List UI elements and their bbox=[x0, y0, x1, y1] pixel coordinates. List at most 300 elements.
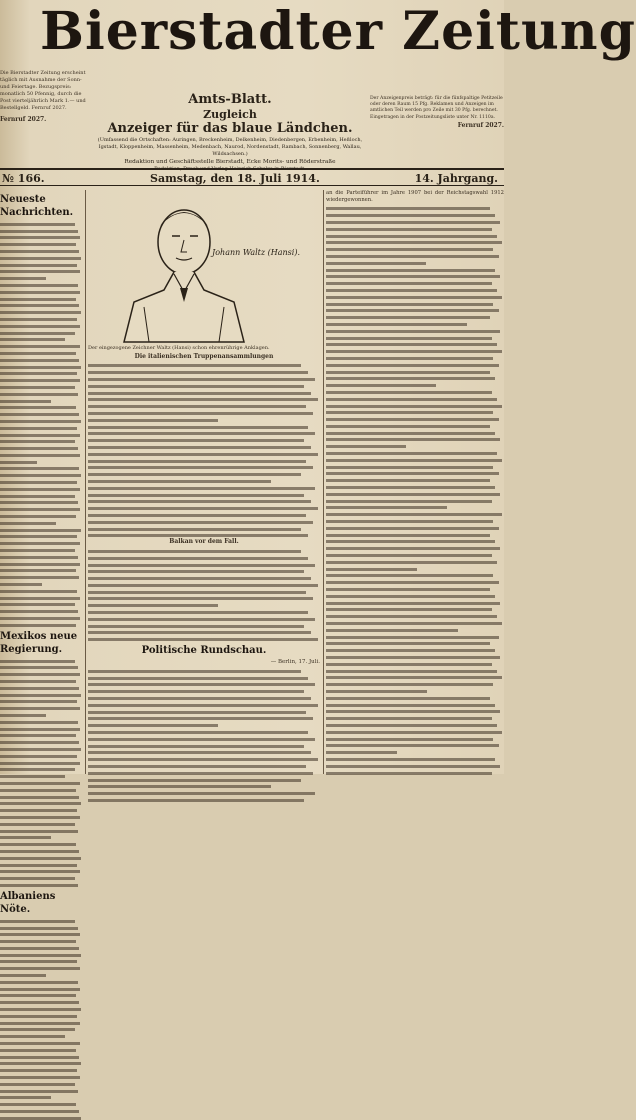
text-line bbox=[326, 479, 490, 482]
text-line bbox=[326, 241, 502, 244]
text-line bbox=[0, 264, 77, 267]
text-line bbox=[326, 255, 499, 258]
text-line bbox=[326, 221, 500, 224]
text-line bbox=[326, 670, 497, 673]
portrait-drawing bbox=[104, 192, 304, 342]
text-line bbox=[0, 884, 78, 887]
text-line bbox=[0, 250, 79, 253]
text-line bbox=[326, 235, 497, 238]
text-line bbox=[88, 717, 313, 720]
body-text-block bbox=[0, 660, 82, 887]
text-line bbox=[0, 974, 46, 977]
text-line bbox=[0, 823, 75, 826]
text-line bbox=[88, 460, 306, 463]
text-line bbox=[326, 425, 490, 428]
text-line bbox=[0, 617, 80, 620]
text-line bbox=[0, 352, 76, 355]
text-line bbox=[326, 405, 502, 408]
text-line bbox=[88, 439, 304, 442]
text-line bbox=[326, 452, 497, 455]
body-text-block bbox=[88, 670, 320, 802]
text-line bbox=[326, 350, 502, 353]
text-line bbox=[326, 608, 492, 611]
text-line bbox=[0, 940, 76, 943]
text-line bbox=[326, 411, 493, 414]
text-line bbox=[88, 412, 313, 415]
text-line bbox=[326, 513, 502, 516]
text-line bbox=[326, 506, 447, 509]
text-line bbox=[0, 877, 75, 880]
text-line bbox=[88, 711, 306, 714]
text-line bbox=[88, 604, 218, 607]
text-line bbox=[326, 282, 492, 285]
text-line bbox=[88, 591, 306, 594]
text-line bbox=[88, 405, 306, 408]
text-line bbox=[326, 744, 499, 747]
text-line bbox=[326, 500, 492, 503]
text-line bbox=[0, 960, 77, 963]
text-line bbox=[0, 515, 76, 518]
text-line bbox=[88, 618, 315, 621]
text-line bbox=[0, 680, 76, 683]
text-line bbox=[0, 1103, 76, 1106]
text-line bbox=[88, 453, 318, 456]
newspaper-title: Bierstadter Zeitung bbox=[40, 1, 636, 62]
text-line bbox=[0, 304, 79, 307]
text-line bbox=[326, 262, 426, 265]
text-line bbox=[326, 731, 502, 734]
text-line bbox=[88, 745, 304, 748]
text-line bbox=[0, 236, 80, 239]
text-line bbox=[88, 765, 306, 768]
text-line bbox=[0, 1117, 81, 1120]
text-line bbox=[0, 714, 46, 717]
text-line bbox=[0, 1090, 78, 1093]
text-line bbox=[0, 816, 80, 819]
text-line bbox=[0, 850, 79, 853]
text-line bbox=[88, 724, 218, 727]
text-line bbox=[326, 337, 492, 340]
text-line bbox=[326, 493, 500, 496]
text-line bbox=[0, 1042, 80, 1045]
text-line bbox=[88, 597, 313, 600]
text-line bbox=[326, 581, 499, 584]
column-rule bbox=[323, 190, 324, 774]
text-line bbox=[0, 741, 79, 744]
text-line bbox=[0, 1076, 80, 1079]
text-line bbox=[326, 697, 490, 700]
text-line bbox=[0, 284, 78, 287]
text-line bbox=[0, 270, 80, 273]
text-line bbox=[0, 325, 80, 328]
text-line bbox=[88, 799, 304, 802]
text-line bbox=[326, 574, 493, 577]
text-line bbox=[326, 214, 495, 217]
text-line bbox=[0, 762, 80, 765]
text-line bbox=[0, 501, 78, 504]
text-line bbox=[88, 792, 315, 795]
text-line bbox=[0, 857, 81, 860]
text-line bbox=[88, 534, 308, 537]
text-line bbox=[0, 413, 79, 416]
text-line bbox=[88, 564, 315, 567]
text-line bbox=[326, 527, 499, 530]
text-line bbox=[326, 438, 500, 441]
text-line bbox=[0, 728, 80, 731]
text-line bbox=[0, 563, 80, 566]
text-line bbox=[88, 364, 301, 367]
text-line bbox=[326, 296, 502, 299]
fernruf-left: Fernruf 2027. bbox=[0, 116, 47, 123]
text-line bbox=[0, 447, 78, 450]
text-line bbox=[0, 508, 80, 511]
text-line bbox=[88, 426, 308, 429]
issue-bar bbox=[0, 168, 504, 186]
column-right bbox=[326, 190, 504, 774]
headline-neueste-nachrichten: Neueste Nachrichten. bbox=[0, 194, 74, 218]
text-line bbox=[0, 994, 76, 997]
text-line bbox=[88, 528, 301, 531]
text-line bbox=[326, 717, 492, 720]
advertising-text: Der Anzeigenpreis beträgt: für die fünfspaltige Petitzeile oder deren Raum 15 Pfg. Reklamen und Anzeigen im amtlichen Teil werden pro Zeile mit 30 Pfg. berechnet. Eingetragen in der Postzeitungsliste unter Nr. 1110a. bbox=[370, 96, 503, 120]
text-line bbox=[326, 615, 497, 618]
text-line bbox=[0, 1096, 51, 1099]
text-line bbox=[326, 289, 497, 292]
text-line bbox=[0, 440, 75, 443]
amtsblatt-label: Amts-Blatt. bbox=[188, 92, 272, 107]
text-line bbox=[326, 207, 490, 210]
text-line bbox=[0, 864, 77, 867]
text-line bbox=[0, 332, 75, 335]
text-line bbox=[326, 758, 495, 761]
text-line bbox=[0, 687, 79, 690]
text-line bbox=[326, 316, 490, 319]
body-text-block bbox=[88, 364, 320, 537]
text-line bbox=[326, 275, 500, 278]
text-line bbox=[0, 610, 78, 613]
text-line bbox=[0, 947, 79, 950]
text-line bbox=[326, 588, 490, 591]
zugleich-label: Zugleich bbox=[203, 108, 257, 121]
text-line bbox=[326, 554, 492, 557]
text-line bbox=[326, 629, 458, 632]
text-line bbox=[326, 377, 495, 380]
text-line bbox=[0, 590, 77, 593]
text-line bbox=[0, 927, 78, 930]
text-line bbox=[0, 802, 81, 805]
text-line bbox=[88, 419, 218, 422]
text-line bbox=[326, 472, 499, 475]
text-line bbox=[326, 248, 493, 251]
text-line bbox=[0, 870, 80, 873]
text-line bbox=[0, 406, 76, 409]
text-line bbox=[0, 1035, 65, 1038]
text-line bbox=[0, 734, 76, 737]
text-line bbox=[326, 540, 495, 543]
text-line bbox=[326, 772, 492, 775]
column-rule bbox=[85, 190, 86, 774]
anzeiger-label: Anzeiger für das blaue Ländchen. bbox=[107, 121, 353, 136]
text-line bbox=[0, 694, 81, 697]
text-line bbox=[0, 707, 80, 710]
text-line bbox=[0, 721, 78, 724]
text-line bbox=[326, 303, 493, 306]
text-line bbox=[88, 738, 315, 741]
text-line bbox=[0, 809, 77, 812]
text-line bbox=[0, 434, 80, 437]
text-line bbox=[88, 557, 308, 560]
text-line bbox=[88, 371, 308, 374]
text-line bbox=[0, 755, 77, 758]
text-line bbox=[326, 330, 500, 333]
text-line bbox=[88, 480, 271, 483]
text-line bbox=[0, 981, 78, 984]
text-line bbox=[0, 1062, 81, 1065]
text-line bbox=[326, 656, 500, 659]
text-line bbox=[88, 392, 311, 395]
headline-truppen: Die italienischen Truppenansammlungen bbox=[134, 352, 274, 360]
text-line bbox=[0, 454, 80, 457]
text-line bbox=[88, 697, 311, 700]
portrait-subcaption: Der eingezogene Zeichner Waltz (Hansi) schon ehrenrührige Anklagen. bbox=[88, 345, 270, 351]
text-line bbox=[326, 466, 493, 469]
text-line bbox=[0, 836, 51, 839]
text-line bbox=[88, 611, 308, 614]
text-line bbox=[0, 576, 79, 579]
text-line bbox=[0, 379, 80, 382]
text-line bbox=[326, 343, 497, 346]
text-line bbox=[0, 1049, 76, 1052]
text-line bbox=[0, 843, 76, 846]
redaktion-line: Redaktion und Geschäftsstelle Bierstadt, Ecke Morits- und Röderstraße bbox=[124, 159, 336, 165]
text-line bbox=[326, 636, 499, 639]
text-line bbox=[0, 1022, 80, 1025]
text-line bbox=[0, 1110, 79, 1113]
text-line bbox=[0, 673, 80, 676]
text-line bbox=[0, 967, 80, 970]
text-line bbox=[88, 677, 308, 680]
text-line bbox=[0, 481, 77, 484]
text-line bbox=[0, 748, 81, 751]
masthead bbox=[40, 1, 636, 90]
text-line bbox=[0, 954, 81, 957]
text-line bbox=[0, 830, 78, 833]
text-line bbox=[0, 775, 65, 778]
text-line bbox=[0, 529, 81, 532]
text-line bbox=[0, 311, 81, 314]
text-line bbox=[88, 473, 301, 476]
text-line bbox=[326, 704, 495, 707]
text-line bbox=[326, 751, 397, 754]
text-line bbox=[326, 595, 495, 598]
text-line bbox=[0, 556, 78, 559]
text-line bbox=[0, 467, 79, 470]
text-line bbox=[326, 445, 406, 448]
body-text-block bbox=[0, 223, 82, 627]
text-line bbox=[88, 570, 304, 573]
text-line bbox=[326, 649, 495, 652]
text-line bbox=[326, 683, 493, 686]
text-line bbox=[0, 291, 80, 294]
text-line bbox=[0, 569, 76, 572]
text-line bbox=[0, 488, 80, 491]
text-line bbox=[326, 486, 495, 489]
text-line bbox=[326, 663, 492, 666]
text-line bbox=[88, 638, 318, 641]
text-line bbox=[88, 507, 318, 510]
body-text-block bbox=[88, 550, 320, 641]
portrait-caption: Johann Waltz (Hansi). bbox=[212, 248, 300, 257]
text-line bbox=[0, 700, 77, 703]
text-line bbox=[0, 768, 75, 771]
text-line bbox=[326, 364, 499, 367]
text-line bbox=[326, 371, 490, 374]
text-line bbox=[0, 782, 80, 785]
text-line bbox=[0, 549, 75, 552]
text-line bbox=[326, 547, 500, 550]
text-line bbox=[0, 1069, 77, 1072]
text-line bbox=[0, 393, 78, 396]
text-line bbox=[326, 690, 427, 693]
text-line bbox=[88, 432, 315, 435]
text-line bbox=[88, 670, 301, 673]
advertising-info bbox=[370, 96, 504, 144]
text-line bbox=[0, 386, 75, 389]
text-line bbox=[88, 577, 311, 580]
text-line bbox=[0, 583, 42, 586]
text-line bbox=[326, 568, 417, 571]
text-line bbox=[0, 1015, 77, 1018]
body-text-block bbox=[326, 207, 504, 774]
column-left bbox=[0, 190, 82, 915]
text-line bbox=[88, 398, 318, 401]
text-line bbox=[0, 624, 76, 627]
issue-date: Samstag, den 18. Juli 1914. bbox=[150, 172, 320, 185]
text-line bbox=[0, 1028, 75, 1031]
text-line bbox=[326, 676, 502, 679]
text-line bbox=[0, 495, 75, 498]
text-line bbox=[0, 988, 80, 991]
text-line bbox=[326, 765, 500, 768]
text-line bbox=[88, 494, 304, 497]
dateline-berlin: — Berlin, 17. Juli. bbox=[270, 659, 320, 666]
text-line bbox=[0, 1008, 81, 1011]
text-line bbox=[88, 466, 313, 469]
text-line bbox=[88, 785, 271, 788]
text-line bbox=[88, 625, 304, 628]
text-line bbox=[0, 366, 81, 369]
text-line bbox=[0, 535, 77, 538]
text-line bbox=[88, 758, 318, 761]
text-line bbox=[326, 228, 492, 231]
text-line bbox=[0, 338, 65, 341]
column-middle bbox=[88, 190, 320, 774]
text-line bbox=[88, 521, 313, 524]
text-line bbox=[326, 561, 497, 564]
text-line bbox=[0, 474, 81, 477]
text-line bbox=[0, 427, 77, 430]
text-line bbox=[88, 487, 315, 490]
text-line bbox=[0, 1056, 79, 1059]
text-line bbox=[88, 779, 301, 782]
column-right-intro: an die Parteiführer im Jahre 1907 bei der Reichstagswahl 1912 wiedergewonnen. bbox=[326, 190, 504, 203]
text-line bbox=[0, 597, 80, 600]
text-line bbox=[88, 690, 304, 693]
text-line bbox=[326, 642, 490, 645]
text-line bbox=[88, 446, 311, 449]
masthead-subheader bbox=[92, 92, 368, 173]
text-line bbox=[0, 603, 75, 606]
text-line bbox=[0, 920, 75, 923]
text-line bbox=[326, 418, 499, 421]
text-line bbox=[0, 345, 80, 348]
fernruf-right: Fernruf 2027. bbox=[457, 121, 504, 129]
text-line bbox=[88, 514, 306, 517]
text-line bbox=[326, 459, 502, 462]
text-line bbox=[0, 257, 81, 260]
ortschaften-list: (Umfassend die Ortschaften: Auringen, Breckenheim, Delkenheim, Diedenbergen, Erbenheim, Heßloch, Igstadt, Kloppenheim, Massenheim, Medenbach, Naurod, Nordenstadt, Rambach, Sonnenberg, Wallau, Wildsachsen.) bbox=[97, 137, 363, 157]
text-line bbox=[326, 384, 436, 387]
text-line bbox=[88, 683, 315, 686]
text-line bbox=[0, 318, 77, 321]
text-line bbox=[88, 631, 311, 634]
text-line bbox=[326, 602, 500, 605]
text-line bbox=[88, 751, 311, 754]
text-line bbox=[326, 738, 493, 741]
text-line bbox=[0, 400, 51, 403]
text-line bbox=[0, 420, 81, 423]
issue-number: № 166. bbox=[2, 172, 45, 185]
text-line bbox=[0, 230, 78, 233]
text-line bbox=[0, 796, 79, 799]
text-line bbox=[0, 372, 77, 375]
text-line bbox=[0, 298, 76, 301]
text-line bbox=[0, 359, 79, 362]
text-line bbox=[88, 385, 304, 388]
text-line bbox=[326, 622, 502, 625]
text-line bbox=[0, 243, 76, 246]
text-line bbox=[326, 309, 499, 312]
text-line bbox=[88, 550, 301, 553]
text-line bbox=[88, 704, 318, 707]
text-line bbox=[0, 542, 80, 545]
headline-balkan: Balkan vor dem Fall. bbox=[169, 538, 239, 546]
text-line bbox=[0, 789, 76, 792]
text-line bbox=[88, 500, 311, 503]
text-line bbox=[0, 277, 46, 280]
druck-line: Redaktion, Druck und Verlag Heinrich Schulze in Bierstadt. bbox=[154, 166, 306, 172]
text-line bbox=[0, 933, 80, 936]
text-line bbox=[326, 269, 495, 272]
portrait-illustration bbox=[104, 192, 304, 342]
body-text-block bbox=[0, 920, 82, 1120]
headline-albaniens-noete: Albaniens Nöte. bbox=[0, 890, 56, 915]
text-line bbox=[326, 432, 495, 435]
text-line bbox=[0, 461, 37, 464]
subscription-info bbox=[0, 70, 86, 170]
headline-politische-rundschau: Politische Rundschau. bbox=[141, 645, 267, 657]
text-line bbox=[0, 1083, 75, 1086]
text-line bbox=[0, 1001, 79, 1004]
text-line bbox=[0, 660, 75, 663]
text-line bbox=[326, 323, 467, 326]
text-line bbox=[0, 223, 75, 226]
text-line bbox=[88, 772, 313, 775]
issue-jahrgang: 14. Jahrgang. bbox=[414, 172, 498, 185]
text-line bbox=[326, 357, 493, 360]
text-line bbox=[0, 666, 78, 669]
text-line bbox=[326, 391, 492, 394]
